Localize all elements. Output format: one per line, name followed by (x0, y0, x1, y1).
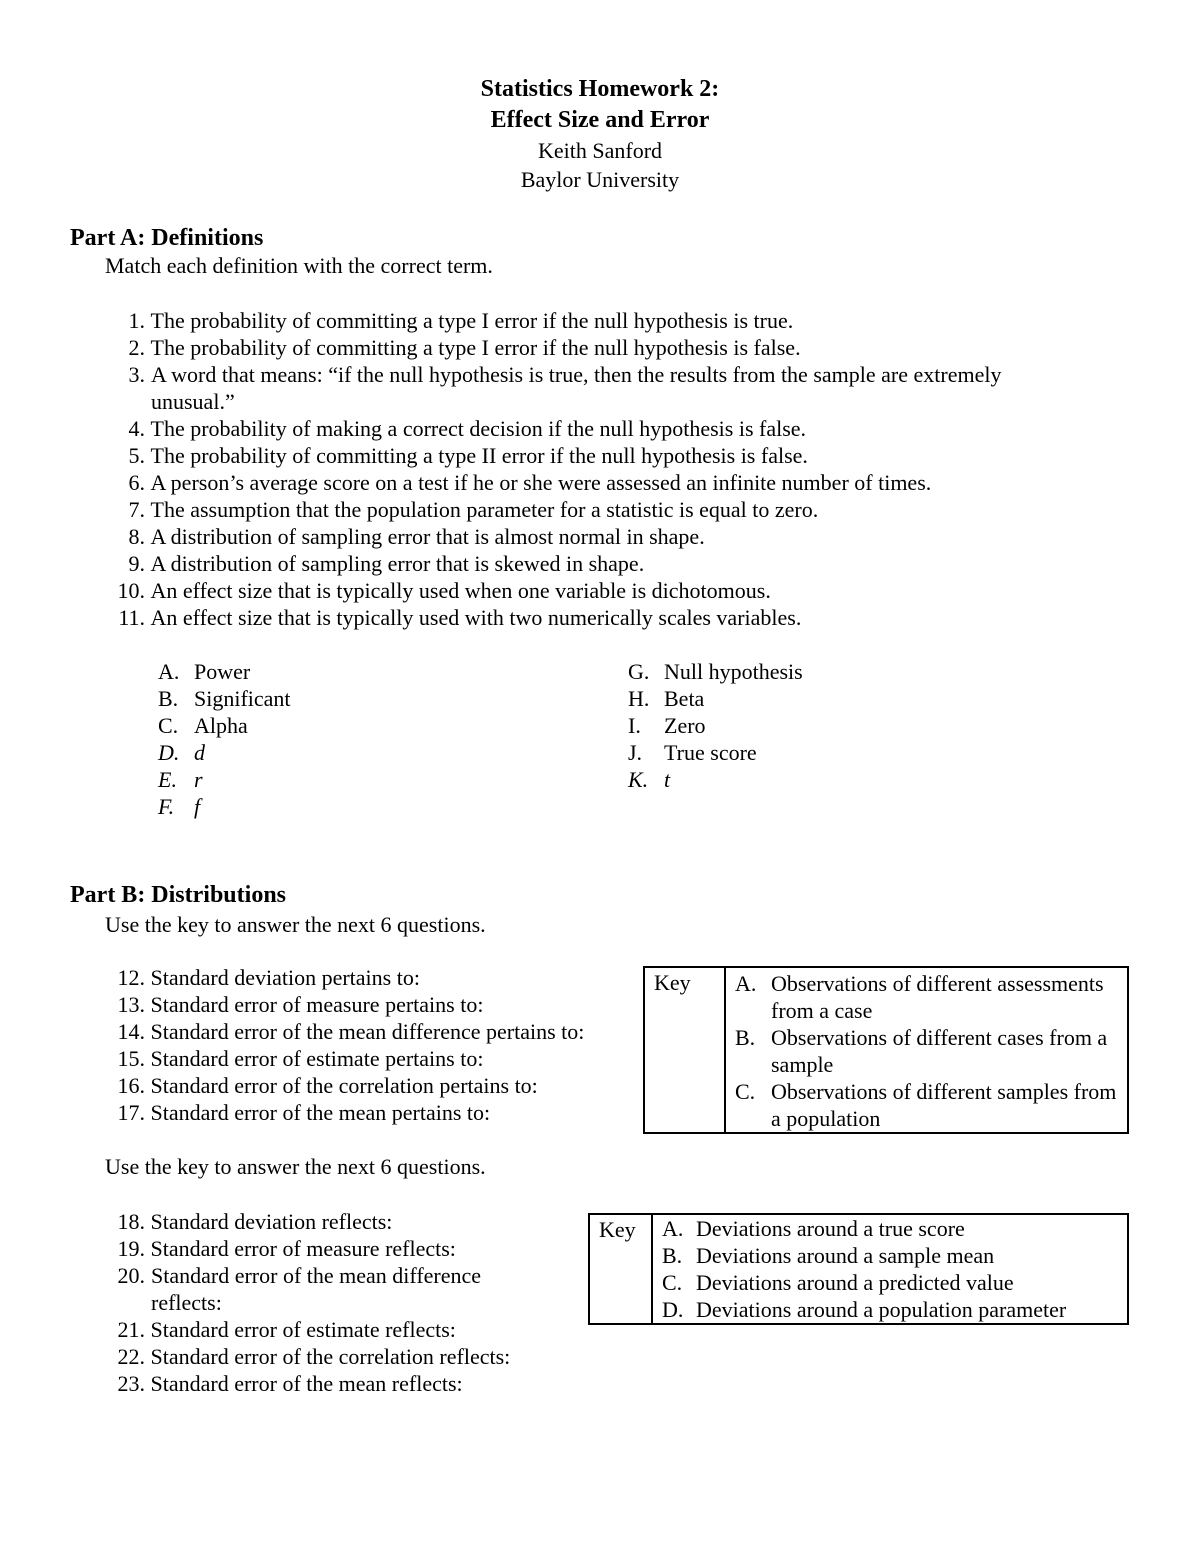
question-number: 2. (128, 335, 145, 360)
key-label: Key (599, 1217, 636, 1242)
key-items-cell (725, 967, 1128, 1133)
question-item (105, 1316, 545, 1343)
part-b-question-list-1 (105, 964, 625, 1126)
option-letter: A. (158, 659, 180, 684)
option-item (628, 739, 803, 766)
title-line-2: Effect Size and Error (490, 107, 710, 133)
key-item-text: Deviations around a true score (696, 1216, 965, 1241)
question-number: 19. (117, 1236, 145, 1261)
title-line-1: Statistics Homework 2: (480, 76, 720, 102)
key-items-list (726, 970, 1127, 1132)
question-number: 11. (118, 605, 145, 630)
question-item (105, 604, 1065, 631)
question-item (105, 1343, 545, 1370)
question-text: Standard error of the mean reflects: (150, 1371, 463, 1396)
question-item (105, 334, 1065, 361)
option-text: f (194, 794, 201, 819)
question-text: Standard error of the mean difference pertains to: (150, 1019, 585, 1044)
question-text: Standard error of the mean pertains to: (150, 1100, 491, 1125)
question-number: 21. (117, 1317, 145, 1342)
key-item-letter: A. (735, 971, 757, 996)
question-number: 13. (117, 992, 145, 1017)
key-label: Key (654, 970, 691, 995)
question-number: 9. (128, 551, 145, 576)
question-number: 1. (128, 308, 145, 333)
question-text: A distribution of sampling error that is skewed in shape. (150, 551, 645, 576)
question-item (105, 496, 1065, 523)
question-number: 12. (117, 965, 145, 990)
part-a-instruction: Match each definition with the correct term. (105, 253, 493, 278)
key-label-cell (644, 967, 725, 1133)
question-number: 4. (128, 416, 145, 441)
option-text: Beta (664, 686, 705, 711)
question-text: Standard error of measure reflects: (150, 1236, 456, 1261)
option-letter: K. (628, 767, 649, 792)
question-number: 18. (117, 1209, 145, 1234)
key-item-letter: C. (662, 1270, 683, 1295)
question-text: An effect size that is typically used with two numerically scales variables. (150, 605, 802, 630)
key-item-letter: B. (735, 1025, 756, 1050)
options-left-column (158, 658, 291, 820)
option-letter: E. (158, 767, 177, 792)
option-letter: B. (158, 686, 179, 711)
question-number: 14. (117, 1019, 145, 1044)
question-text: Standard error of estimate pertains to: (150, 1046, 484, 1071)
question-text: The probability of committing a type II error if the null hypothesis is false. (150, 443, 808, 468)
key-items-cell (652, 1214, 1128, 1324)
part-b-question-list-2 (105, 1208, 545, 1397)
option-letter: H. (628, 686, 650, 711)
option-text: True score (664, 740, 757, 765)
question-text: Standard error of the mean difference reflects: (151, 1263, 482, 1315)
key-item-text: Observations of different assessments from a case (771, 971, 1104, 1023)
key-item-letter: C. (735, 1079, 756, 1104)
option-text: Alpha (194, 713, 248, 738)
question-text: A distribution of sampling error that is almost normal in shape. (150, 524, 705, 549)
key-item (653, 1215, 1127, 1242)
question-text: Standard deviation reflects: (150, 1209, 393, 1234)
question-text: A person’s average score on a test if he or she were assessed an infinite number of times. (150, 470, 932, 495)
question-item (105, 523, 1065, 550)
question-item (105, 1235, 545, 1262)
option-item (628, 658, 803, 685)
institution-name: Baylor University (520, 167, 680, 192)
option-item (628, 685, 803, 712)
option-letter: D. (158, 740, 180, 765)
question-item (105, 307, 1065, 334)
question-item (105, 991, 625, 1018)
option-item (628, 766, 803, 793)
question-number: 20. (117, 1263, 145, 1288)
question-item (105, 1018, 625, 1045)
option-text: d (194, 740, 205, 765)
question-item (105, 1370, 545, 1397)
question-text: The probability of committing a type I error if the null hypothesis is false. (150, 335, 801, 360)
question-number: 10. (117, 578, 145, 603)
question-text: Standard error of the correlation pertains to: (150, 1073, 538, 1098)
key-item (726, 1078, 1127, 1132)
part-b-heading: Part B: Distributions (70, 882, 286, 908)
question-number: 17. (117, 1100, 145, 1125)
part-b-instruction-2: Use the key to answer the next 6 questions. (105, 1154, 486, 1179)
question-item (105, 577, 1065, 604)
option-text: Null hypothesis (664, 659, 803, 684)
key-item (726, 1024, 1127, 1078)
question-item (105, 415, 1065, 442)
document-header (0, 74, 1200, 194)
question-number: 23. (117, 1371, 145, 1396)
question-number: 16. (117, 1073, 145, 1098)
question-text: An effect size that is typically used when one variable is dichotomous. (150, 578, 771, 603)
option-letter: I. (628, 713, 641, 738)
question-number: 3. (128, 362, 145, 387)
question-text: A word that means: “if the null hypothesis is true, then the results from the sample are extremely unusual.” (151, 362, 1002, 414)
part-a-question-list (105, 307, 1065, 631)
option-text: Zero (664, 713, 706, 738)
question-number: 6. (128, 470, 145, 495)
key-item (653, 1269, 1127, 1296)
option-item (158, 793, 291, 820)
option-letter: J. (628, 740, 643, 765)
key-item-text: Observations of different cases from a sample (771, 1025, 1108, 1077)
option-text: t (664, 767, 671, 792)
question-item (105, 469, 1065, 496)
question-item (105, 1262, 545, 1316)
key-item-text: Deviations around a predicted value (696, 1270, 1014, 1295)
key-item-letter: B. (662, 1243, 683, 1268)
key-item (653, 1296, 1127, 1323)
part-b-instruction-1: Use the key to answer the next 6 questions. (105, 912, 486, 937)
key-item-text: Observations of different samples from a population (771, 1079, 1117, 1131)
question-text: Standard error of estimate reflects: (150, 1317, 456, 1342)
question-text: Standard error of measure pertains to: (150, 992, 484, 1017)
option-text: r (194, 767, 203, 792)
option-item (158, 766, 291, 793)
option-letter: F. (158, 794, 175, 819)
question-item (105, 964, 625, 991)
question-number: 7. (128, 497, 145, 522)
question-text: The probability of making a correct decision if the null hypothesis is false. (150, 416, 807, 441)
option-text: Significant (194, 686, 291, 711)
question-text: The probability of committing a type I error if the null hypothesis is true. (150, 308, 794, 333)
key-item-letter: A. (662, 1216, 684, 1241)
option-item (158, 712, 291, 739)
option-letter: G. (628, 659, 650, 684)
option-item (158, 685, 291, 712)
question-item (105, 1045, 625, 1072)
key-table-2 (588, 1213, 1129, 1325)
options-right-column (628, 658, 803, 793)
question-item (105, 361, 1065, 415)
question-item (105, 550, 1065, 577)
key-item (726, 970, 1127, 1024)
author-name: Keith Sanford (537, 138, 663, 163)
question-item (105, 442, 1065, 469)
key-item-text: Deviations around a sample mean (696, 1243, 995, 1268)
key-item-text: Deviations around a population parameter (696, 1297, 1067, 1322)
key-item (653, 1242, 1127, 1269)
option-letter: C. (158, 713, 179, 738)
option-item (158, 739, 291, 766)
key-table-1 (643, 966, 1129, 1134)
option-item (158, 658, 291, 685)
question-item (105, 1099, 625, 1126)
question-number: 22. (117, 1344, 145, 1369)
option-text: Power (194, 659, 251, 684)
part-a-heading: Part A: Definitions (70, 225, 264, 251)
question-text: Standard deviation pertains to: (150, 965, 420, 990)
key-items-list (653, 1215, 1127, 1323)
key-label-cell (589, 1214, 652, 1324)
question-item (105, 1208, 545, 1235)
question-text: The assumption that the population parameter for a statistic is equal to zero. (150, 497, 819, 522)
question-text: Standard error of the correlation reflects: (150, 1344, 511, 1369)
question-number: 15. (117, 1046, 145, 1071)
question-number: 8. (128, 524, 145, 549)
option-item (628, 712, 803, 739)
question-item (105, 1072, 625, 1099)
question-number: 5. (128, 443, 145, 468)
key-item-letter: D. (662, 1297, 684, 1322)
